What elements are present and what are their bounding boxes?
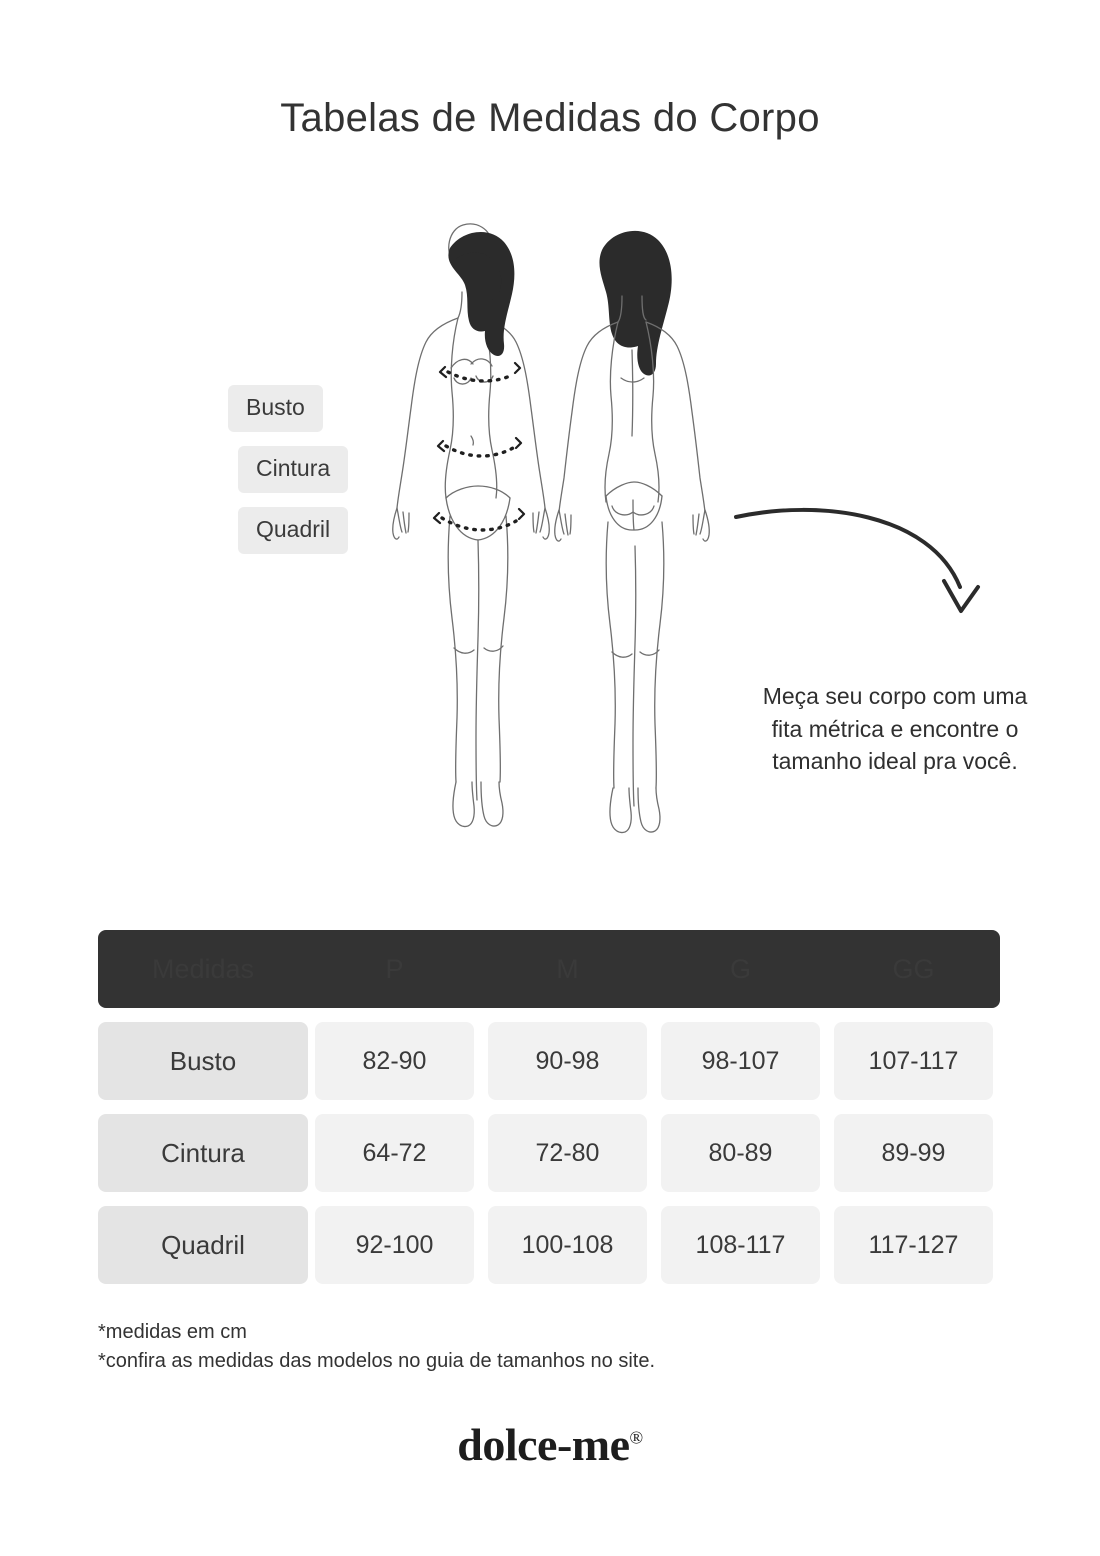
busto-g: 98-107 (661, 1022, 820, 1100)
quadril-g: 108-117 (661, 1206, 820, 1284)
brand-name: dolce-me (457, 1419, 630, 1470)
chip-cintura: Cintura (238, 446, 348, 493)
row-label-quadril: Quadril (98, 1206, 308, 1284)
waist-measure-line (446, 446, 513, 456)
footnotes (98, 1318, 998, 1376)
size-table (98, 930, 1000, 1284)
cintura-g: 80-89 (661, 1114, 820, 1192)
body-illustration (350, 200, 770, 900)
quadril-gg: 117-127 (834, 1206, 993, 1284)
footnote-models: *confira as medidas das modelos no guia de tamanhos no site. (98, 1350, 656, 1372)
row-label-busto: Busto (98, 1022, 308, 1100)
measure-instruction-note: Meça seu corpo com uma fita métrica e encontre o tamanho ideal pra você. (762, 683, 1028, 775)
chip-quadril: Quadril (238, 507, 348, 554)
trademark-symbol: ® (629, 1427, 643, 1448)
quadril-p: 92-100 (315, 1206, 474, 1284)
header-size-p: P (385, 953, 404, 984)
page-title: Tabelas de Medidas do Corpo (280, 96, 820, 140)
back-body-figure (555, 231, 710, 833)
table-row (98, 1114, 1000, 1192)
brand-logo (0, 1418, 1100, 1471)
cintura-m: 72-80 (488, 1114, 647, 1192)
footnote-units: *medidas em cm (98, 1321, 247, 1343)
table-row (98, 1206, 1000, 1284)
row-label-cintura: Cintura (98, 1114, 308, 1192)
front-hair (448, 232, 514, 356)
quadril-m: 100-108 (488, 1206, 647, 1284)
cintura-gg: 89-99 (834, 1114, 993, 1192)
busto-gg: 107-117 (834, 1022, 993, 1100)
header-size-g: G (729, 953, 751, 984)
header-measures: Medidas (151, 953, 255, 984)
cintura-p: 64-72 (315, 1114, 474, 1192)
table-row (98, 1022, 1000, 1100)
hip-measure-line (442, 518, 516, 530)
busto-p: 82-90 (315, 1022, 474, 1100)
header-size-m: M (556, 953, 579, 984)
bust-measure-line (448, 372, 512, 381)
header-size-gg: GG (892, 953, 935, 984)
table-header-row (98, 930, 1000, 1008)
chip-busto: Busto (228, 385, 323, 432)
busto-m: 90-98 (488, 1022, 647, 1100)
curved-arrow-icon (730, 495, 1000, 665)
